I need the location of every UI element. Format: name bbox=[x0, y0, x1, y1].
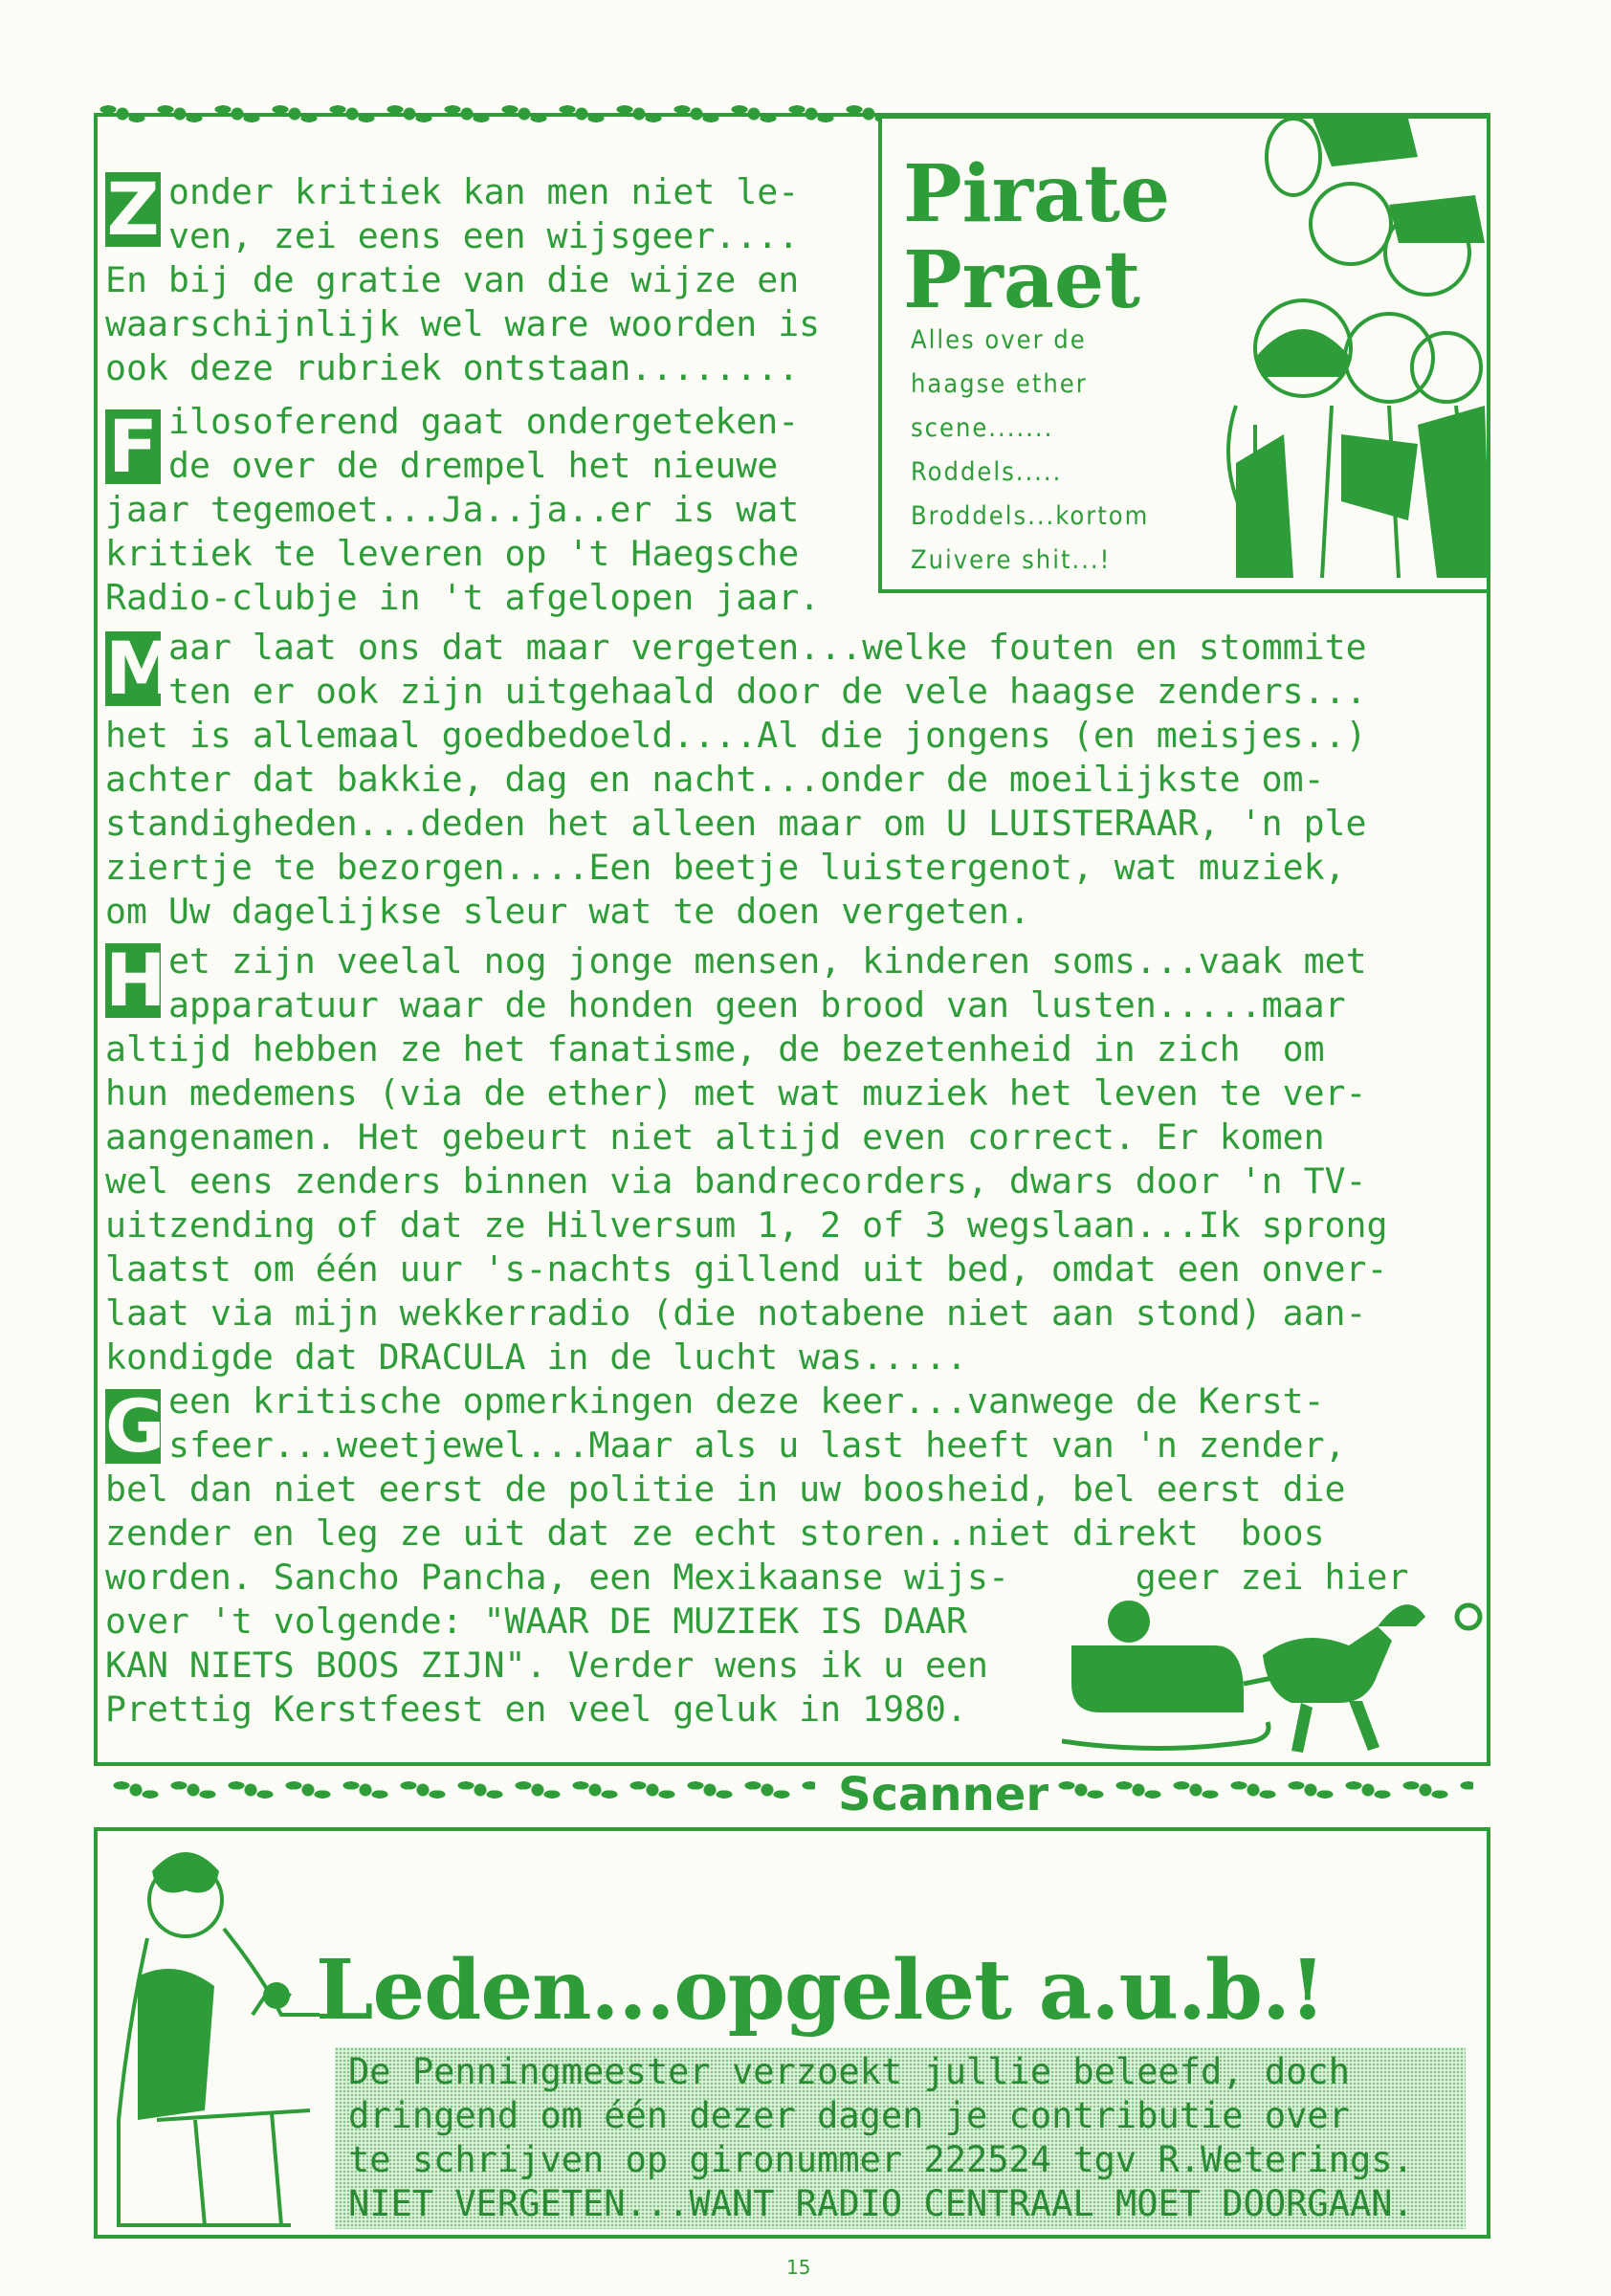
article-line: aar laat ons dat maar vergeten...welke fouten en stommite bbox=[168, 627, 1367, 668]
article-line: En bij de gratie van die wijze en bbox=[105, 259, 800, 300]
article-line: KAN NIETS BOOS ZIJN". Verder wens ik u een bbox=[105, 1645, 988, 1686]
article-line: ook deze rubriek ontstaan........ bbox=[105, 347, 800, 388]
leden-title: Leden...opgelet a.u.b.! bbox=[316, 1942, 1325, 2039]
article-line: ten er ook zijn uitgehaald door de vele haagse zenders... bbox=[168, 671, 1367, 712]
article-line: sfeer...weetjewel...Maar als u last heeft van 'n zender, bbox=[168, 1424, 1346, 1466]
article-line: over 't volgende: "WAAR DE MUZIEK IS DAAR bbox=[105, 1601, 967, 1642]
article-line: laatst om één uur 's-nachts gillend uit bed, omdat een onver- bbox=[105, 1248, 1388, 1290]
pirate-praet-box bbox=[878, 115, 1490, 593]
drop-cap-f: F bbox=[105, 409, 161, 484]
article-line: om Uw dagelijkse sleur wat te doen vergeten. bbox=[105, 891, 1030, 932]
article-line: et zijn veelal nog jonge mensen, kinderen soms...vaak met bbox=[168, 940, 1367, 982]
notice-line: NIET VERGETEN...WANT RADIO CENTRAAL MOET DOORGAAN. bbox=[348, 2183, 1414, 2224]
drop-cap-z: Z bbox=[106, 166, 160, 252]
article-line: onder kritiek kan men niet le- bbox=[168, 171, 800, 212]
article-line: kritiek te leveren op 't Haegsche bbox=[105, 533, 800, 574]
article-line: worden. Sancho Pancha, een Mexikaanse wijs- geer zei hier bbox=[105, 1556, 1409, 1598]
author-signature: Scanner bbox=[830, 1770, 1056, 1820]
drop-cap-m: M bbox=[105, 626, 178, 711]
article-line: de over de drempel het nieuwe bbox=[168, 445, 779, 486]
cartoon-group-illustration bbox=[1198, 119, 1490, 593]
drop-cap-g: G bbox=[105, 1383, 166, 1468]
article-line: een kritische opmerkingen deze keer...vanwege de Kerst- bbox=[168, 1380, 1325, 1422]
subtitle-line: Roddels..... bbox=[911, 457, 1063, 487]
contribution-notice bbox=[335, 2047, 1466, 2229]
holly-garland-bottom-right bbox=[1052, 1768, 1473, 1812]
drop-cap-h: H bbox=[105, 938, 166, 1023]
article-line: waarschijnlijk wel ware woorden is bbox=[105, 303, 821, 344]
subtitle-line: Broddels...kortom bbox=[911, 501, 1150, 531]
article-line: ilosoferend gaat ondergeteken- bbox=[168, 401, 800, 442]
subtitle-line: Alles over de bbox=[911, 325, 1087, 355]
article-line: aangenamen. Het gebeurt niet altijd even correct. Er komen bbox=[105, 1116, 1325, 1158]
article-line: uitzending of dat ze Hilversum 1, 2 of 3 wegslaan...Ik sprong bbox=[105, 1204, 1388, 1246]
article-line: kondigde dat DRACULA in de lucht was..... bbox=[105, 1336, 967, 1378]
pirate-praet-title-line1: Pirate bbox=[903, 148, 1171, 240]
page-number: 15 bbox=[786, 2256, 811, 2279]
sleigh-illustration bbox=[1062, 1588, 1483, 1770]
article-line: ziertje te bezorgen....Een beetje luistergenot, wat muziek, bbox=[105, 847, 1346, 888]
article-line: standigheden...deden het alleen maar om U LUISTERAAR, 'n ple bbox=[105, 803, 1367, 844]
article-line: zender en leg ze uit dat ze echt storen..niet direkt boos bbox=[105, 1512, 1325, 1554]
subtitle-line: Zuivere shit...! bbox=[911, 545, 1112, 575]
article-line: ven, zei eens een wijsgeer.... bbox=[168, 215, 800, 256]
woman-writing-illustration bbox=[99, 1833, 320, 2235]
article-line: altijd hebben ze het fanatisme, de bezetenheid in zich om bbox=[105, 1028, 1325, 1070]
notice-line: dringend om één dezer dagen je contributie over bbox=[348, 2095, 1350, 2136]
article-line: Radio-clubje in 't afgelopen jaar. bbox=[105, 577, 821, 618]
pirate-praet-title-line2: Praet bbox=[903, 234, 1141, 326]
article-line: jaar tegemoet...Ja..ja..er is wat bbox=[105, 489, 800, 530]
article-line: apparatuur waar de honden geen brood van lusten.....maar bbox=[168, 984, 1346, 1026]
article-line: wel eens zenders binnen via bandrecorders, dwars door 'n TV- bbox=[105, 1160, 1367, 1202]
article-line: hun medemens (via de ether) met wat muziek het leven te ver- bbox=[105, 1072, 1367, 1114]
notice-line: De Penningmeester verzoekt jullie beleefd, doch bbox=[348, 2051, 1350, 2092]
article-line: achter dat bakkie, dag en nacht...onder de moeilijkste om- bbox=[105, 759, 1325, 800]
subtitle-line: scene....... bbox=[911, 413, 1054, 443]
subtitle-line: haagse ether bbox=[911, 369, 1088, 399]
holly-garland-bottom-left bbox=[107, 1768, 815, 1812]
article-line: laat via mijn wekkerradio (die notabene niet aan stond) aan- bbox=[105, 1292, 1367, 1334]
article-line: het is allemaal goedbedoeld....Al die jongens (en meisjes..) bbox=[105, 715, 1367, 756]
article-line: Prettig Kerstfeest en veel geluk in 1980. bbox=[105, 1689, 967, 1730]
article-line: bel dan niet eerst de politie in uw boosheid, bel eerst die bbox=[105, 1468, 1346, 1510]
notice-line: te schrijven op gironummer 222524 tgv R.Weterings. bbox=[348, 2139, 1414, 2180]
